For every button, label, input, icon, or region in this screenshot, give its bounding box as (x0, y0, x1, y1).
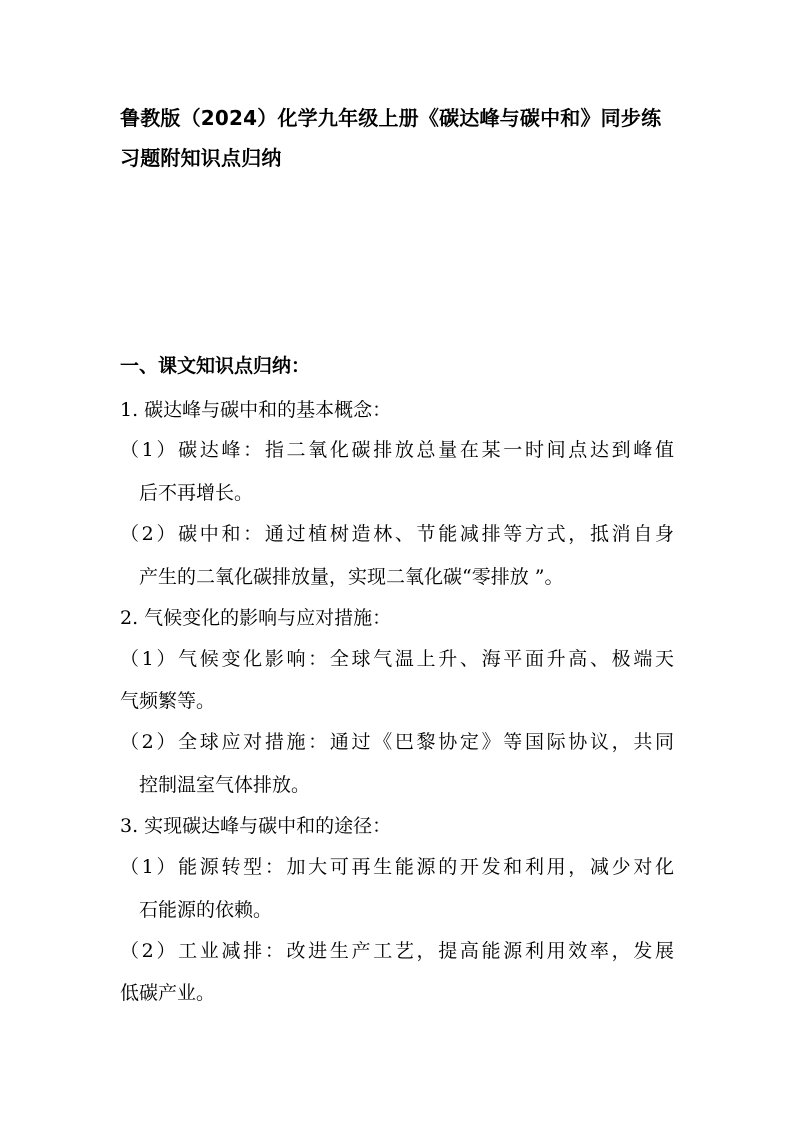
point-3-item-1-line-2: 石能源的依赖。 (139, 899, 273, 921)
point-3-item-1-line-1: （1）能源转型：加大可再生能源的开发和利用，减少对化 (120, 856, 674, 878)
point-heading-1: 1. 碳达峰与碳中和的基本概念： (120, 399, 392, 421)
point-heading-3: 3. 实现碳达峰与碳中和的途径： (120, 815, 392, 837)
point-2-item-1-line-1: （1）气候变化影响：全球气温上升、海平面升高、极端天 (120, 648, 674, 670)
point-1-item-2-line-2: 产生的二氧化碳排放量，实现二氧化碳“零排放 ”。 (139, 566, 564, 588)
point-2-item-1-line-2: 气频繁等。 (120, 690, 216, 712)
section-heading: 一、课文知识点归纳： (120, 355, 311, 377)
point-1-item-2-line-1: （2）碳中和：通过植树造林、节能减排等方式，抵消自身 (120, 523, 674, 545)
point-3-item-2-line-1: （2）工业减排：改进生产工艺，提高能源利用效率，发展 (120, 940, 674, 962)
point-1-item-1-line-1: （1）碳达峰：指二氧化碳排放总量在某一时间点达到峰值 (120, 439, 674, 461)
point-3-item-2-line-2: 低碳产业。 (120, 982, 216, 1004)
point-2-item-2-line-2: 控制温室气体排放。 (139, 774, 311, 796)
point-2-item-2-line-1: （2）全球应对措施：通过《巴黎协定》等国际协议，共同 (120, 731, 674, 753)
point-heading-2: 2. 气候变化的影响与应对措施： (120, 607, 392, 629)
document-title: 鲁教版（2024）化学九年级上册《碳达峰与碳中和》同步练习题附知识点归纳 (120, 106, 662, 170)
point-1-item-1-line-2: 后不再增长。 (139, 482, 254, 504)
